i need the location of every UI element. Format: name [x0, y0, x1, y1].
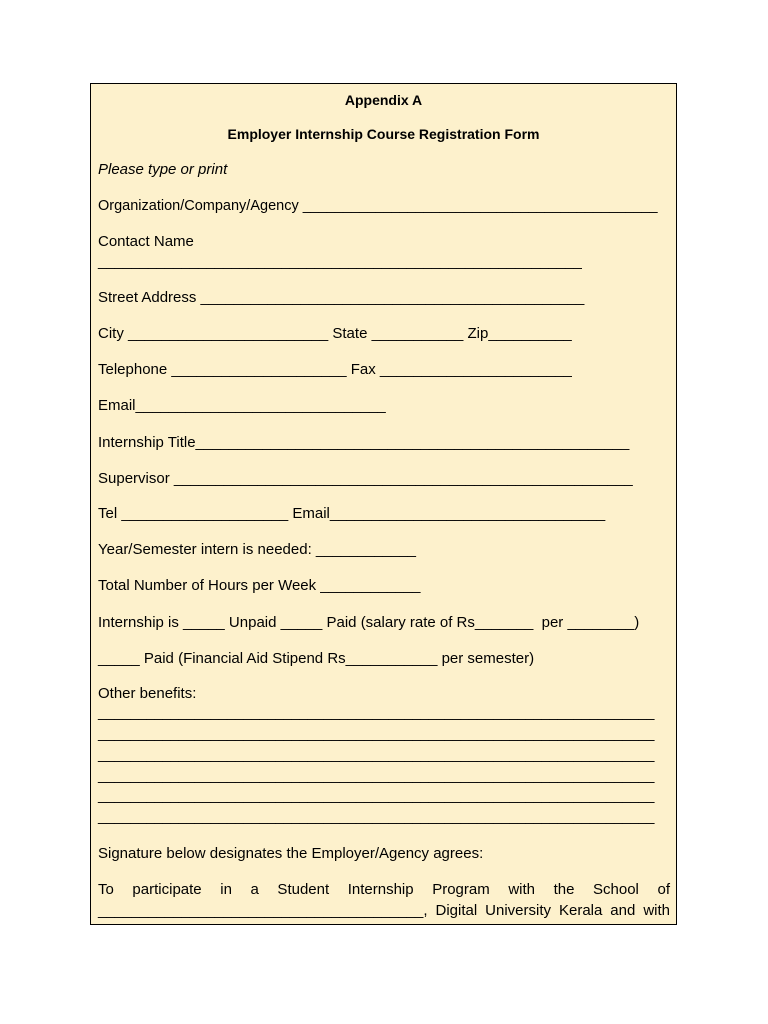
benefit-line[interactable]: _____________________________________________________________________ — [98, 788, 655, 804]
contact-name-field[interactable]: __________________________________________________________ — [98, 253, 582, 270]
hours-per-week-field[interactable]: Total Number of Hours per Week ____________ — [98, 577, 421, 594]
tel-email-field[interactable]: Tel ____________________ Email_________________________________ — [98, 505, 606, 522]
internship-pay-field[interactable]: Internship is _____ Unpaid _____ Paid (salary rate of Rs_______ per ________) — [98, 614, 640, 631]
city-state-zip-field[interactable]: City ________________________ State ___________ Zip__________ — [98, 325, 572, 342]
stipend-field[interactable]: _____ Paid (Financial Aid Stipend Rs___________ per semester) — [98, 650, 535, 667]
street-address-field[interactable]: Street Address ______________________________________________ — [98, 289, 585, 306]
benefit-line[interactable]: _____________________________________________________________________ — [98, 768, 655, 784]
email-field[interactable]: Email______________________________ — [98, 397, 386, 414]
supervisor-field[interactable]: Supervisor _______________________________________________________ — [98, 470, 633, 487]
agreement-intro: Signature below designates the Employer/Agency agrees: — [98, 845, 484, 862]
internship-title-field[interactable]: Internship Title____________________________________________________ — [98, 434, 630, 451]
form-title: Employer Internship Course Registration Form — [227, 126, 540, 142]
year-semester-field[interactable]: Year/Semester intern is needed: ____________ — [98, 541, 417, 558]
other-benefits-label: Other benefits: — [98, 685, 197, 702]
benefit-line[interactable]: _____________________________________________________________________ — [98, 747, 655, 763]
benefit-line[interactable]: _____________________________________________________________________ — [98, 705, 655, 721]
agreement-text-line-2[interactable]: _______________________________________, Digital University Kerala and with — [98, 902, 670, 919]
registration-form — [90, 83, 677, 925]
benefit-line[interactable]: _____________________________________________________________________ — [98, 809, 655, 825]
instructions: Please type or print — [98, 161, 228, 178]
organization-field[interactable]: Organization/Company/Agency ____________________________________________ — [98, 198, 658, 214]
benefit-line[interactable]: _____________________________________________________________________ — [98, 726, 655, 742]
appendix-label: Appendix A — [344, 92, 423, 108]
contact-name-label: Contact Name — [98, 233, 194, 250]
agreement-text-line-1: To participate in a Student Internship Program with the School of — [98, 881, 670, 898]
telephone-fax-field[interactable]: Telephone _____________________ Fax _______________________ — [98, 361, 572, 378]
